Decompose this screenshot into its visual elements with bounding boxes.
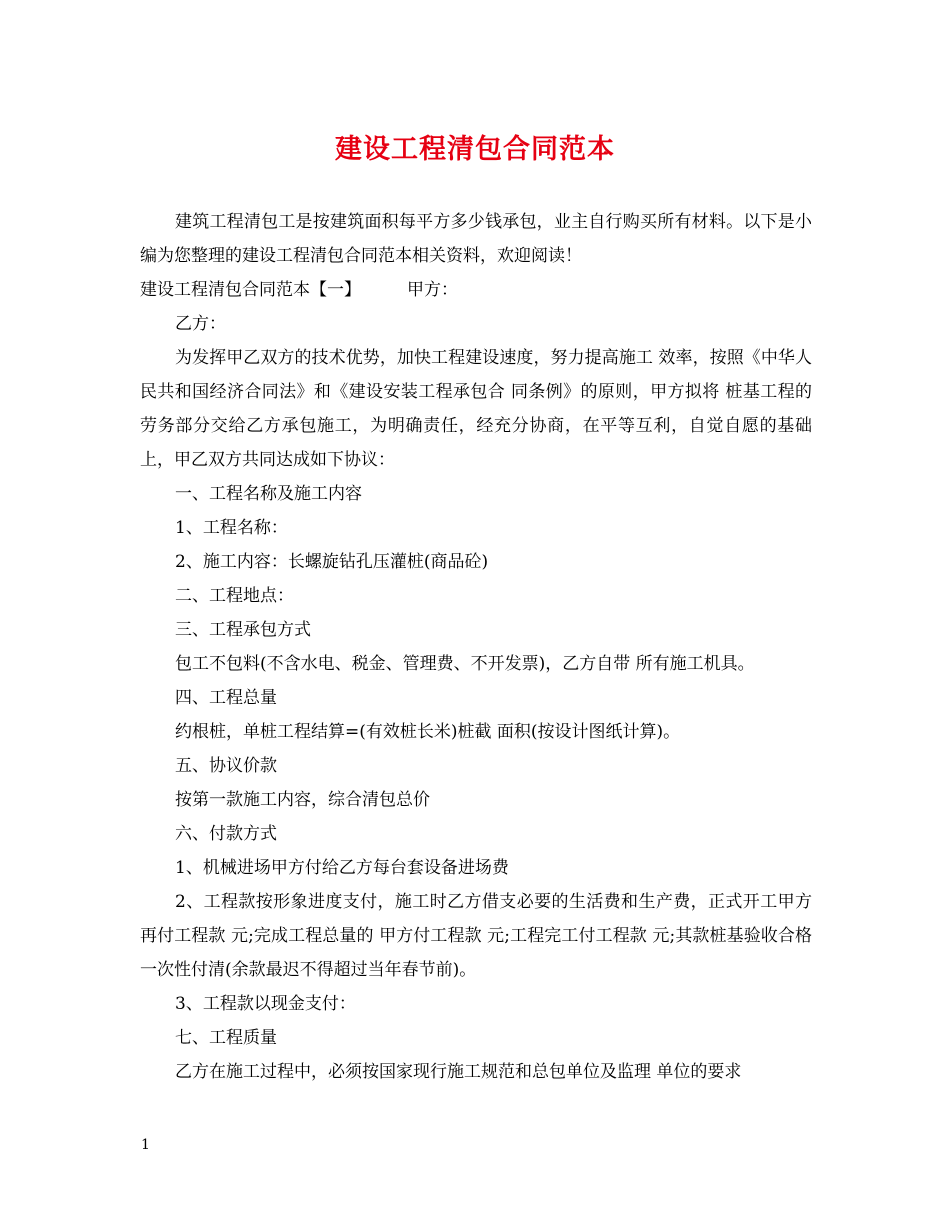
party-a-label: 甲方： <box>407 280 458 300</box>
clause-heading: 三、工程承包方式 <box>175 620 311 640</box>
clause-heading: 六、付款方式 <box>175 824 277 844</box>
clause-text: 按第一款施工内容，综合清包总价 <box>175 790 430 810</box>
section-heading-line <box>140 273 812 307</box>
section-heading: 建设工程清包合同范本【一】 <box>140 280 361 300</box>
clause-heading: 七、工程质量 <box>175 1028 277 1048</box>
clause-heading: 五、协议价款 <box>175 756 277 776</box>
intro-paragraph: 建筑工程清包工是按建筑面积每平方多少钱承包，业主自行购买所有材料。以下是小编为您整理的建设工程清包合同范本相关资料，欢迎阅读！ <box>140 212 812 266</box>
page-number: 1 <box>141 1137 150 1153</box>
clause-heading: 四、工程总量 <box>175 688 277 708</box>
party-b-label: 乙方： <box>175 314 226 334</box>
document-title: 建设工程清包合同范本 <box>335 134 615 165</box>
clause-heading: 一、工程名称及施工内容 <box>175 484 362 504</box>
clause-heading: 二、工程地点： <box>175 586 294 606</box>
clause-text: 包工不包料(不含水电、税金、管理费、不开发票)，乙方自带 所有施工机具。 <box>175 654 755 674</box>
clause-item: 1、工程名称： <box>175 518 288 538</box>
clause-item: 1、机械进场甲方付给乙方每台套设备进场费 <box>175 858 509 878</box>
clause-text: 约根桩，单桩工程结算=(有效桩长米)桩截 面积(按设计图纸计算)。 <box>175 722 681 742</box>
clause-item: 2、工程款按形象进度支付，施工时乙方借支必要的生活费和生产费，正式开工甲方再付工程款 元;完成工程总量的 甲方付工程款 元;工程完工付工程款 元;其款桩基验收合格一次性付清(余款最迟不得超过当年春节前)。 <box>140 892 812 980</box>
preamble-paragraph: 为发挥甲乙双方的技术优势，加快工程建设速度，努力提高施工 效率，按照《中华人民共和国经济合同法》和《建设安装工程承包合 同条例》的原则，甲方拟将 桩基工程的劳务部分交给乙方承包施工，为明确责任，经充分协商，在平等互利，自觉自愿的基础上，甲乙双方共同达成如下协议： <box>140 348 812 470</box>
clause-item: 2、施工内容：长螺旋钻孔压灌桩(商品砼) <box>175 552 489 572</box>
clause-item: 3、工程款以现金支付： <box>175 994 356 1014</box>
clause-text: 乙方在施工过程中，必须按国家现行施工规范和总包单位及监理 单位的要求 <box>175 1062 742 1082</box>
document-body <box>140 205 812 1089</box>
